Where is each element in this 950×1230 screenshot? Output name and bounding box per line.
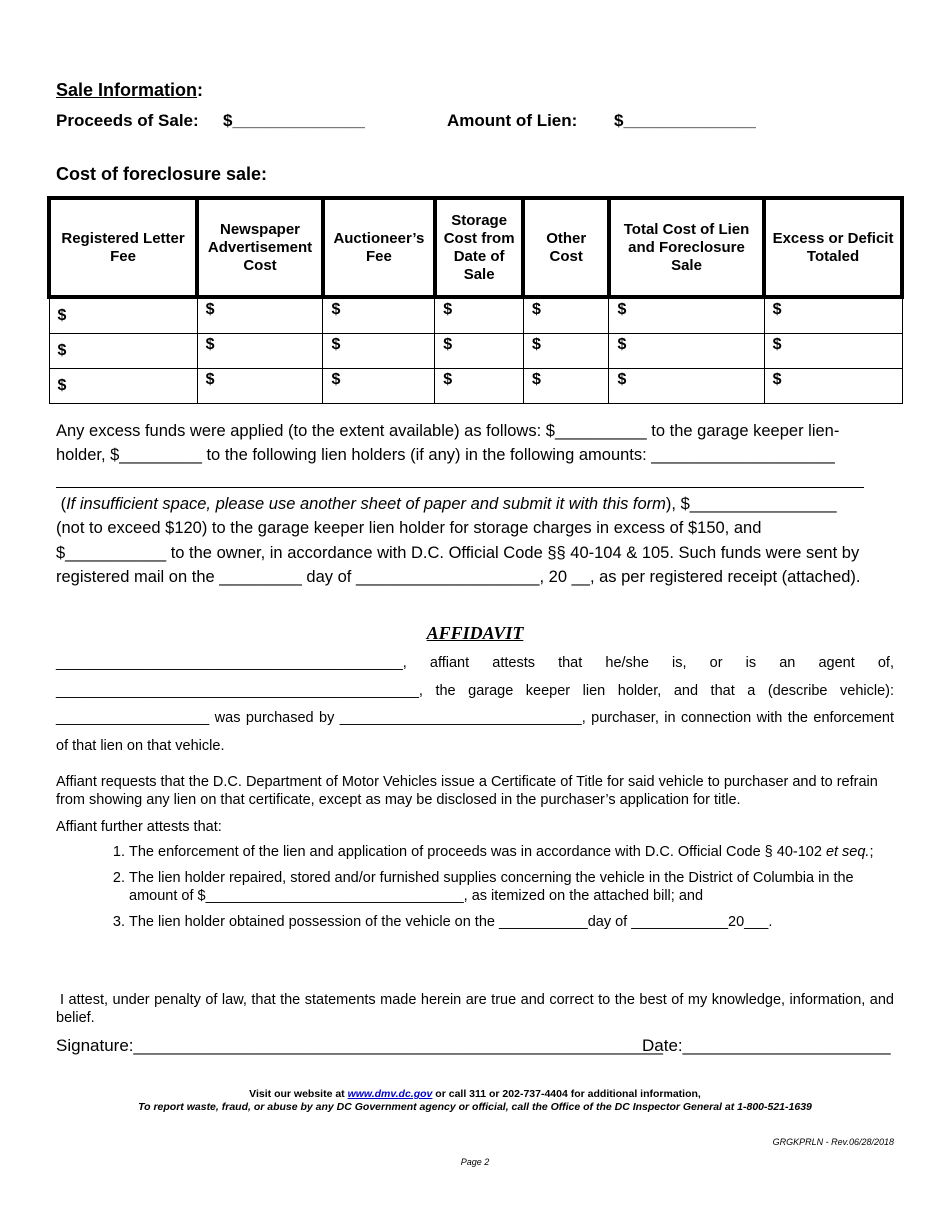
proceeds-label: Proceeds of Sale: xyxy=(56,111,199,130)
excess-line-3-tail: ), $________________ xyxy=(665,495,837,513)
excess-line-1: Any excess funds were applied (to the extent available) as follows: $__________ to the garage keeper lien- xyxy=(56,422,840,440)
cost-title: Cost of foreclosure sale: xyxy=(56,164,268,184)
cost-cell[interactable]: $ xyxy=(435,334,524,369)
cost-cell[interactable]: $ xyxy=(197,369,323,404)
cost-cell[interactable]: $ xyxy=(49,297,197,334)
blank-line[interactable] xyxy=(56,487,864,488)
header-auctioneers-fee: Auctioneer’s Fee xyxy=(323,198,435,297)
amount-of-lien-blank[interactable]: $______________ xyxy=(614,111,756,130)
footer-visit-post: or call 311 or 202-737-4404 for additional information, xyxy=(432,1088,701,1100)
item-1-italic: et seq. xyxy=(825,844,870,860)
revision-code: GRGKPRLN - Rev.06/28/2018 xyxy=(772,1137,894,1147)
cost-cell[interactable]: $ xyxy=(523,334,608,369)
sale-title: Sale Information xyxy=(56,80,198,100)
header-newspaper-advertisement-cost: Newspaper Advertisement Cost xyxy=(197,198,323,297)
cost-cell[interactable]: $ xyxy=(523,369,608,404)
excess-line-4: (not to exceed $120) to the garage keeper lien holder for storage charges in excess of $150, and xyxy=(56,519,762,537)
amount-of-lien-label: Amount of Lien: xyxy=(447,111,578,130)
item-1-text: The enforcement of the lien and application of proceeds was in accordance with D.C. Official Code § 40-102 xyxy=(129,844,826,860)
item-1-end: ; xyxy=(869,844,874,860)
page-number: Page 2 xyxy=(460,1157,490,1167)
table-row xyxy=(49,297,902,334)
proceeds-blank[interactable]: $______________ xyxy=(223,111,365,130)
website-link[interactable]: www.dmv.dc.gov xyxy=(347,1088,433,1100)
list-item: 2. The lien holder repaired, stored and/or furnished supplies concerning the vehicle in the District of Columbia in the amount of $________________________________, as itemized on the attached bill; and xyxy=(129,869,894,905)
footer-visit xyxy=(0,1088,950,1100)
insufficient-space-note: If insufficient space, please use another sheet of paper and submit it with this form xyxy=(66,495,666,513)
cost-header-row xyxy=(49,198,902,297)
cost-cell[interactable]: $ xyxy=(49,369,197,404)
signature-line[interactable]: Signature:________________________________________________________ xyxy=(56,1036,663,1055)
excess-line-2: holder, $_________ to the following lien holders (if any) in the following amounts: ____________________ xyxy=(56,446,835,464)
header-excess-or-deficit: Excess or Deficit Totaled xyxy=(764,198,902,297)
affidavit-paragraph-3: Affiant further attests that: xyxy=(56,819,222,835)
cost-cell[interactable]: $ xyxy=(323,334,435,369)
header-registered-letter-fee: Registered Letter Fee xyxy=(49,198,197,297)
sale-information-heading xyxy=(56,80,203,101)
list-item xyxy=(129,843,894,861)
header-other-cost: Other Cost xyxy=(523,198,608,297)
cost-cell[interactable]: $ xyxy=(197,334,323,369)
cost-table xyxy=(47,196,904,404)
cost-cell[interactable]: $ xyxy=(435,369,524,404)
cost-cell[interactable]: $ xyxy=(197,297,323,334)
excess-line-5: $___________ to the owner, in accordance with D.C. Official Code §§ 40-104 & 105. Such funds were sent by xyxy=(56,544,860,562)
affidavit-paragraph-2: Affiant requests that the D.C. Department of Motor Vehicles issue a Certificate of Title for said vehicle to purchaser and to refrain from showing any lien on that certificate, except as may be disclosed in the purchaser’s application for title. xyxy=(56,774,878,808)
attestation-list xyxy=(56,843,894,939)
affidavit-title: AFFIDAVIT xyxy=(426,623,524,643)
header-total-cost: Total Cost of Lien and Foreclosure Sale xyxy=(609,198,764,297)
sale-title-colon: : xyxy=(197,80,204,100)
table-row xyxy=(49,369,902,404)
excess-line-3: (If insufficient space, please use another sheet of paper and submit it with this form), $________________ xyxy=(56,495,837,513)
attest-statement: I attest, under penalty of law, that the statements made herein are true and correct to the best of my knowledge, information, and belief. xyxy=(56,992,894,1026)
cost-cell[interactable]: $ xyxy=(323,297,435,334)
footer-report: To report waste, fraud, or abuse by any DC Government agency or official, call the Office of the DC Inspector General at 1-800-521-1639 xyxy=(138,1101,812,1113)
cost-cell[interactable]: $ xyxy=(609,297,764,334)
list-item: 3. The lien holder obtained possession of the vehicle on the ___________day of ____________20___. xyxy=(129,913,894,931)
cost-cell[interactable]: $ xyxy=(764,369,902,404)
cost-cell[interactable]: $ xyxy=(323,369,435,404)
cost-cell[interactable]: $ xyxy=(764,297,902,334)
cost-cell[interactable]: $ xyxy=(609,369,764,404)
excess-line-6: registered mail on the _________ day of ____________________, 20 __, as per registered receipt (attached). xyxy=(56,568,861,586)
cost-cell[interactable]: $ xyxy=(49,334,197,369)
header-storage-cost: Storage Cost from Date of Sale xyxy=(435,198,524,297)
date-line[interactable]: Date:______________________ xyxy=(642,1036,891,1055)
table-row xyxy=(49,334,902,369)
cost-cell[interactable]: $ xyxy=(523,297,608,334)
cost-cell[interactable]: $ xyxy=(764,334,902,369)
affidavit-paragraph-1: ___________________________________________, affiant attests that he/she is, or is an agent of, _____________________________________________, the garage keeper lien holder, and that a (describe vehicle): ___________________ was purchased by ______________________________, purchaser, in connection with the enforcement of that lien on that vehicle. xyxy=(56,655,894,754)
cost-cell[interactable]: $ xyxy=(609,334,764,369)
cost-cell[interactable]: $ xyxy=(435,297,524,334)
footer-visit-pre: Visit our website at xyxy=(249,1088,348,1100)
